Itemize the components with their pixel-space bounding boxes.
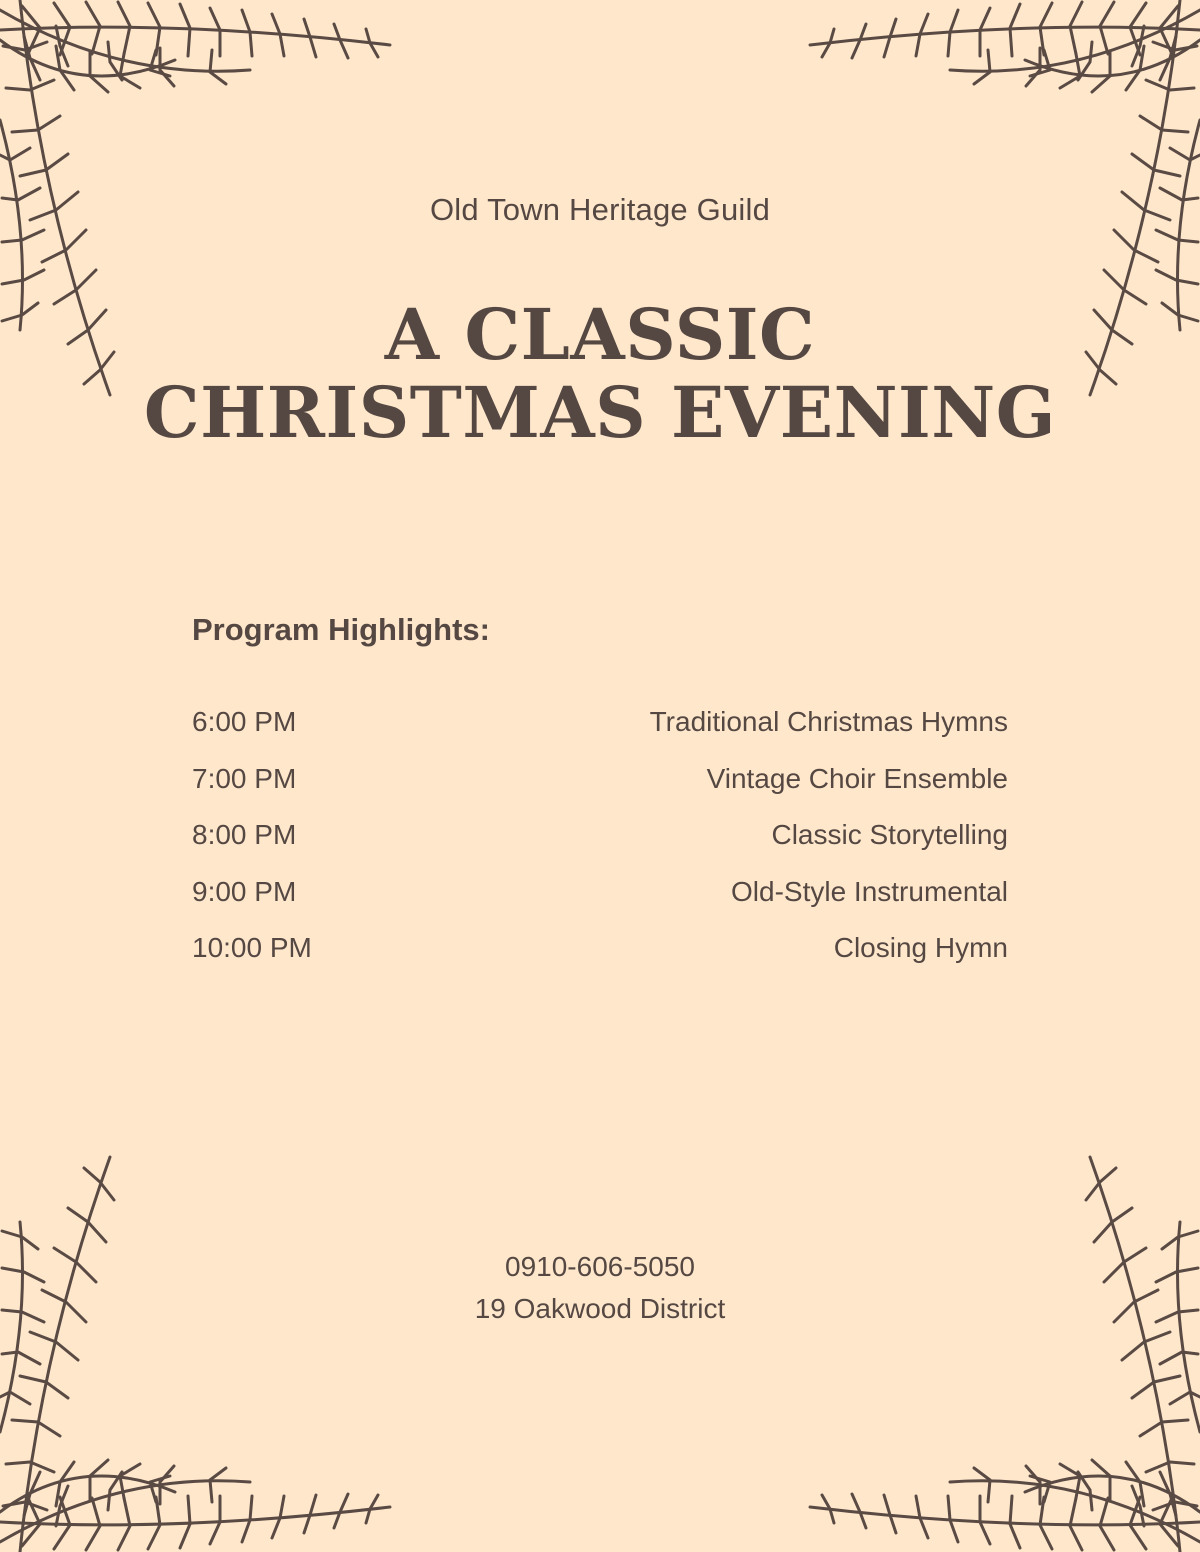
schedule-event: Classic Storytelling [771,819,1008,850]
program-heading: Program Highlights: [192,612,490,647]
schedule-time: 8:00 PM [192,819,297,850]
pine-branch-bottom-right-icon [780,1132,1200,1552]
schedule-event: Closing Hymn [833,932,1008,963]
schedule-time: 9:00 PM [192,875,297,907]
event-title [0,293,1200,454]
schedule-time: 10:00 PM [192,932,312,963]
schedule-event: Old-Style Instrumental [731,875,1008,907]
schedule-event: Vintage Choir Ensemble [706,762,1008,794]
schedule-row [192,876,1008,933]
contact-phone: 0910-606-5050 [505,1251,695,1282]
schedule-row [192,706,1008,763]
contact-info [0,1246,1200,1330]
organization-name: Old Town Heritage Guild [429,192,771,227]
pine-branch-bottom-left-icon [0,1132,420,1552]
event-title-line-1: A CLASSIC [384,293,816,376]
program-schedule [192,706,1008,989]
schedule-event: Traditional Christmas Hymns [649,706,1008,737]
schedule-row [192,763,1008,820]
schedule-time: 6:00 PM [192,706,297,737]
schedule-row [192,819,1008,876]
schedule-row [192,932,1008,989]
event-title-line-2: CHRISTMAS EVENING [143,371,1057,454]
schedule-time: 7:00 PM [192,762,297,794]
contact-address: 19 Oakwood District [474,1293,726,1324]
